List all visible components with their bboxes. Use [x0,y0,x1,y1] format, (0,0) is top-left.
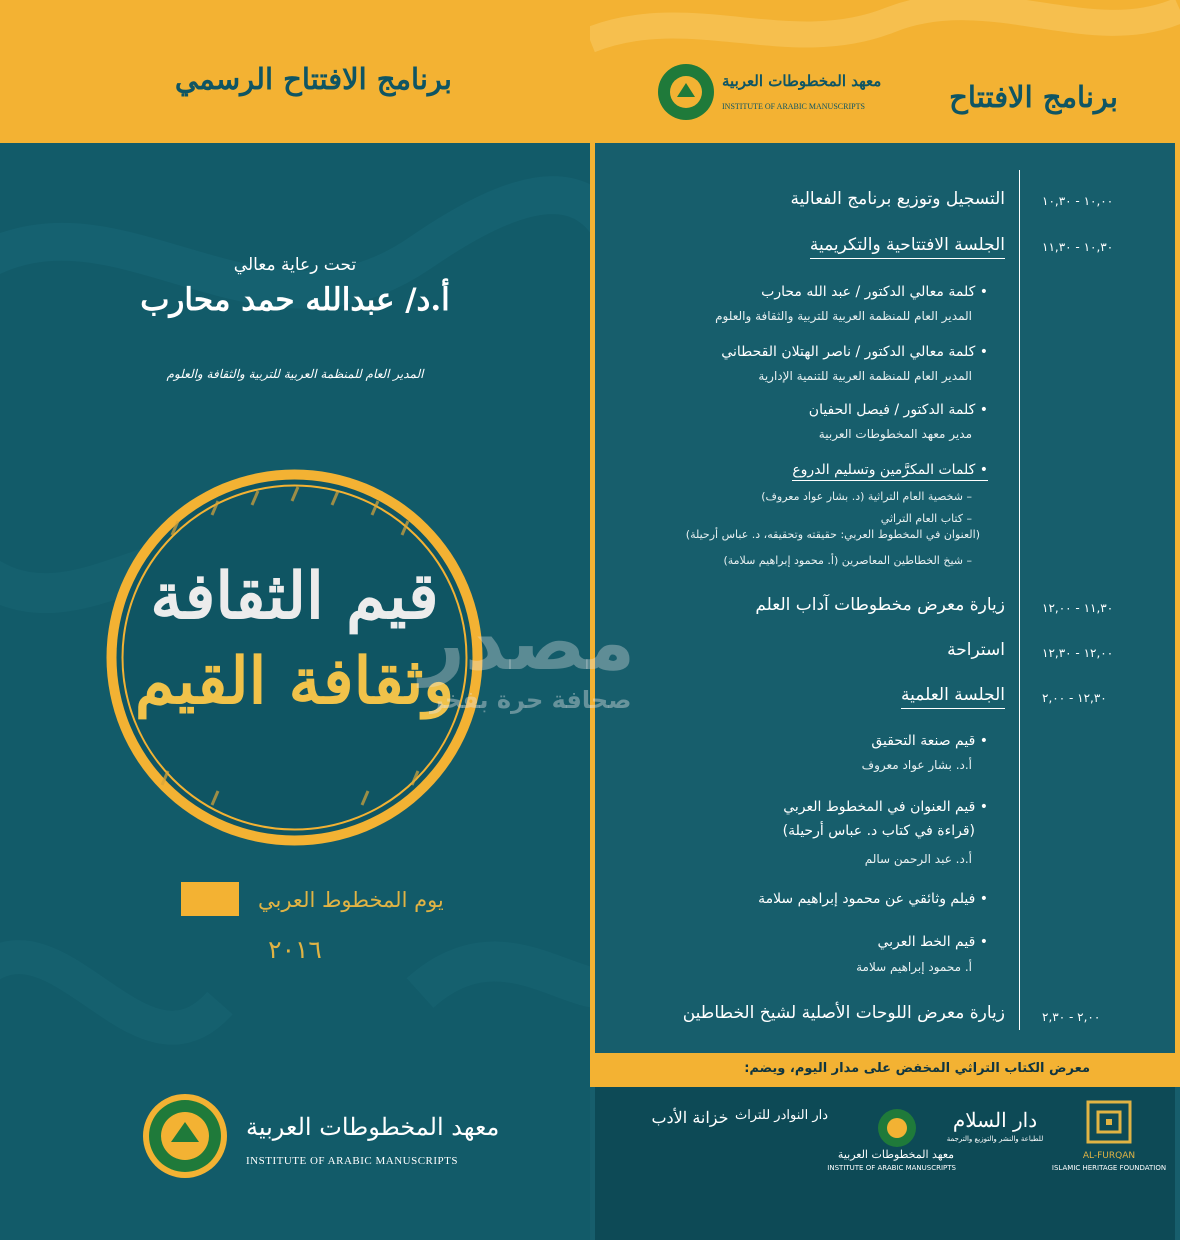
cover-title: برنامج الافتتاح الرسمي [174,62,452,96]
institute-name-english: INSTITUTE OF ARABIC MANUSCRIPTS [246,1155,458,1167]
program-panel [590,0,1180,1240]
publisher-3-name: معهد المخطوطات العربية [837,1148,955,1161]
publisher-4-sub: للطباعة والنشر والتوزيع والترجمة [946,1135,1044,1143]
sci-2-detail: (قراءة في كتاب د. عباس أرحيلة) [782,823,975,839]
patron-name: أ.د/ عبدالله حمد محارب [140,282,450,318]
speech-1-sub: المدير العام للمنظمة العربية للتربية والثقافة والعلوم [715,309,972,323]
schedule-divider [1019,170,1020,1030]
sci-1: • قيم صنعة التحقيق [871,733,988,749]
sci-2: • قيم العنوان في المخطوط العربي [783,799,988,815]
day-badge [181,882,239,916]
watermark-logo: مصدر [420,598,636,688]
sci-3: • فيلم وثائقي عن محمود إبراهيم سلامة [758,891,988,907]
institute-seal-icon [141,1092,229,1180]
gold-border-right [1175,143,1180,1053]
item-break: استراحة [947,640,1005,660]
publisher-3-sub: INSTITUTE OF ARABIC MANUSCRIPTS [827,1164,956,1172]
medallion-text-bottom: وثقافة القيم [134,644,455,719]
honors: • كلمات المكرَّمين وتسليم الدروع [792,462,988,481]
honor-1: – شخصية العام التراثية (د. بشار عواد معروف) [761,490,972,503]
honor-3: – شيخ الخطاطين المعاصرين (أ. محمود إبراهيم سلامة) [723,554,972,567]
speech-2-sub: المدير العام للمنظمة العربية للتنمية الإدارية [758,369,972,383]
sci-2-sub: أ.د. عبد الرحمن سالم [864,852,972,866]
sci-4-sub: أ. محمود إبراهيم سلامة [856,960,972,974]
honor-2: – كتاب العام التراثي [880,512,972,525]
year: ٢٠١٦ [268,935,322,964]
time-registration: ١٠,٠٠ - ١٠,٣٠ [1042,194,1114,208]
publisher-1 [640,1108,740,1127]
patron-title: المدير العام للمنظمة العربية للتربية والثقافة والعلوم [166,367,424,381]
header-calligraphy [590,0,1180,60]
exhibition-text: معرض الكتاب التراثي المخفض على مدار اليوم، ويضم: [744,1061,1090,1076]
day-title: يوم المخطوط العربي [258,888,444,912]
header-institute-name: معهد المخطوطات العربية [722,72,882,90]
sci-1-sub: أ.د. بشار عواد معروف [861,758,972,772]
time-break: ١٢,٠٠ - ١٢,٣٠ [1042,646,1114,660]
header-institute-english: INSTITUTE OF ARABIC MANUSCRIPTS [722,102,865,111]
time-scientific: ١٢,٣٠ - ٢,٠٠ [1042,691,1107,705]
time-visit: ١١,٣٠ - ١٢,٠٠ [1042,601,1114,615]
publisher-3-seal-icon [877,1108,917,1148]
sci-4: • قيم الخط العربي [877,934,988,950]
header-seal-icon [657,63,715,121]
item-scientific: الجلسة العلمية [901,685,1005,709]
program-title: برنامج الافتتاح [949,80,1118,114]
item-final: زيارة معرض اللوحات الأصلية لشيخ الخطاطين [682,1003,1005,1023]
institute-name: معهد المخطوطات العربية [246,1113,500,1141]
patron-label: تحت رعاية معالي [233,255,357,275]
publisher-5-logo-icon [1084,1100,1134,1144]
watermark-tagline: صحافة حرة بفخر [430,686,632,714]
time-opening: ١٠,٣٠ - ١١,٣٠ [1042,240,1114,254]
publisher-4-name: دار السلام [952,1108,1038,1132]
speech-2: • كلمة معالي الدكتور / ناصر الهتلان القحطاني [721,344,988,360]
publisher-5 [1050,1100,1168,1172]
honor-2-detail: (العنوان في المخطوط العربي: حقيقته وتحقيقه، د. عباس أرحيلة) [685,528,980,541]
speech-3-sub: مدير معهد المخطوطات العربية [818,427,972,441]
publisher-2 [734,1108,828,1123]
speech-1: • كلمة معالي الدكتور / عبد الله محارب [761,284,988,300]
item-opening: الجلسة الافتتاحية والتكريمية [810,235,1005,259]
publisher-5-sub: ISLAMIC HERITAGE FOUNDATION [1051,1164,1167,1172]
time-final: ٢,٠٠ - ٢,٣٠ [1042,1010,1101,1024]
publisher-2-name: دار النوادر للتراث [734,1108,828,1123]
item-visit: زيارة معرض مخطوطات آداب العلم [755,595,1005,615]
speech-3: • كلمة الدكتور / فيصل الحفيان [808,402,988,418]
publisher-5-name: AL-FURQAN [1082,1151,1136,1161]
publisher-4 [935,1108,1055,1143]
item-registration: التسجيل وتوزيع برنامج الفعالية [790,189,1005,209]
medallion-text-top: قيم الثقافة [150,559,439,634]
publisher-1-name: خزانة الأدب [651,1108,729,1127]
